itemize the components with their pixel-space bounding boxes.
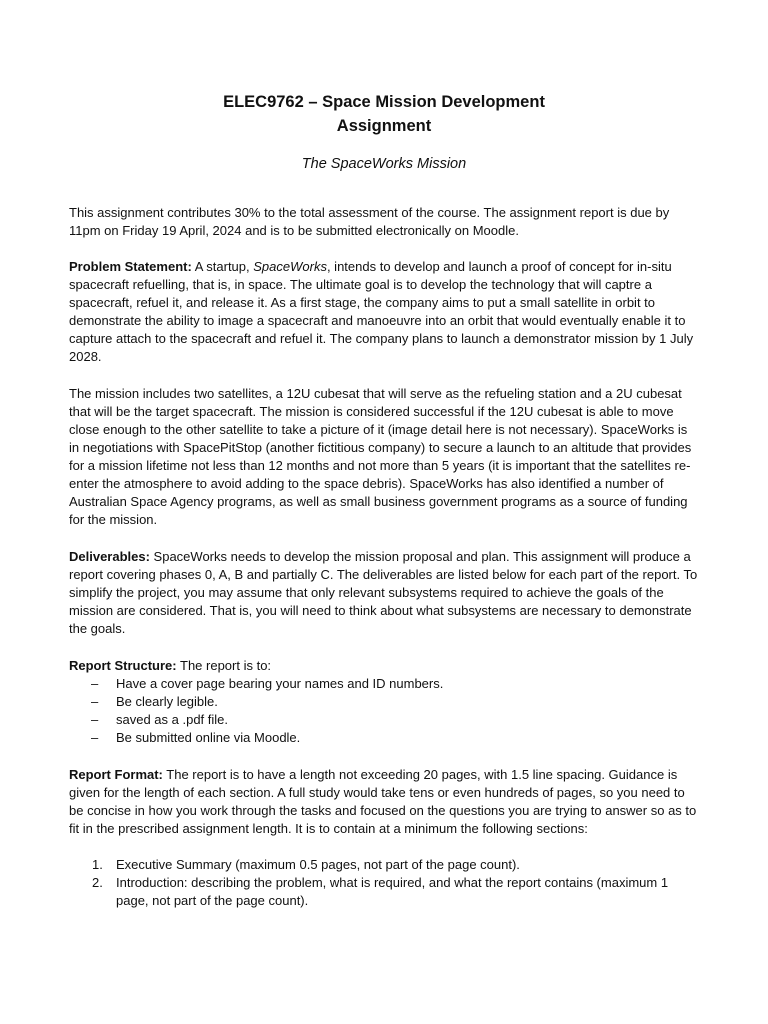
report-format-label: Report Format: bbox=[69, 767, 163, 782]
dash-bullet: – bbox=[91, 712, 99, 727]
list-item-text: Have a cover page bearing your names and ID numbers. bbox=[116, 676, 444, 691]
deliverables-text: SpaceWorks needs to develop the mission proposal and plan. This assignment will produce a report covering phases 0, A, B and partially C. The deliverables are listed below for each part of the report. To simplify the project, you may assume that only relevant subsystems required to achieve the goals of the mission are considered. That is, you will need to think about what subsystems are necessary to demonstrate the goals. bbox=[69, 549, 698, 636]
problem-statement-paragraph bbox=[69, 258, 699, 366]
title-line-2: Assignment bbox=[336, 117, 432, 135]
list-item-text: Be submitted online via Moodle. bbox=[116, 730, 301, 745]
mission-paragraph: The mission includes two satellites, a 12U cubesat that will serve as the refueling station and a 2U cubesat that will be the target spacecraft. The mission is considered successful if the 12U cubesat is able to move close enough to the other satellite to take a picture of it (image detail here is not necessary). SpaceWorks is in negotiations with SpacePitStop (another fictitious company) to secure a launch to an altitude that provides for a mission lifetime not less than 12 months and not more than 5 years (it is important that the satellites re-enter the atmosphere to avoid adding to the space debris). SpaceWorks has also identified a number of Australian Space Agency programs, as well as small business government programs as a source of funding for the mission. bbox=[69, 386, 692, 527]
dash-bullet: – bbox=[91, 694, 99, 709]
list-item bbox=[69, 675, 699, 693]
list-item bbox=[69, 711, 699, 729]
report-structure-paragraph bbox=[69, 657, 699, 675]
deliverables-paragraph bbox=[69, 548, 699, 638]
list-item-text: Be clearly legible. bbox=[116, 694, 218, 709]
dash-bullet: – bbox=[91, 730, 99, 745]
report-format-text: The report is to have a length not exceeding 20 pages, with 1.5 line spacing. Guidance is given for the length of each section. A full study would take tens or even hundreds of pages, so you need to be concise in how you work through the tasks and focused on the questions you are trying to answer so as to fit in the prescribed assignment length. It is to contain at a minimum the following sections: bbox=[69, 767, 697, 836]
report-structure-text: The report is to: bbox=[176, 658, 272, 673]
report-format-paragraph bbox=[69, 766, 699, 838]
document-page bbox=[69, 84, 699, 910]
list-number: 1. bbox=[92, 857, 103, 872]
list-item-text: Introduction: describing the problem, what is required, and what the report contains (maximum 1 page, not part of the page count). bbox=[116, 875, 669, 908]
list-item bbox=[69, 693, 699, 711]
list-item bbox=[69, 856, 699, 874]
document-subtitle: The SpaceWorks Mission bbox=[301, 156, 467, 172]
list-item bbox=[69, 874, 699, 910]
list-number: 2. bbox=[92, 875, 103, 890]
problem-statement-label: Problem Statement: bbox=[69, 259, 192, 274]
report-structure-label: Report Structure: bbox=[69, 658, 177, 673]
problem-statement-text-end: , intends to develop and launch a proof of concept for in-situ spacecraft refuelling, that is, in space. The ultimate goal is to develop the technology that will captre a spacecraft, refuel it, and release it. As a first stage, the company aims to put a small satellite in orbit to demonstrate the ability to image a spacecraft and manoeuvre into an orbit that would eventually enable it to capture attach to the spacecraft and refuel it. The company plans to launch a demonstrator mission by 1 July 2028. bbox=[69, 259, 694, 364]
list-item-text: saved as a .pdf file. bbox=[116, 712, 229, 727]
sections-list bbox=[69, 856, 699, 910]
document-title bbox=[69, 90, 699, 138]
title-line-1: ELEC9762 – Space Mission Development bbox=[223, 93, 545, 111]
intro-paragraph: This assignment contributes 30% to the total assessment of the course. The assignment report is due by 11pm on Friday 19 April, 2024 and is to be submitted electronically on Moodle. bbox=[69, 205, 670, 238]
deliverables-label: Deliverables: bbox=[69, 549, 150, 564]
company-name: SpaceWorks bbox=[253, 259, 327, 274]
problem-statement-text-start: A startup, bbox=[191, 259, 254, 274]
list-item-text: Executive Summary (maximum 0.5 pages, not part of the page count). bbox=[116, 857, 520, 872]
dash-bullet: – bbox=[91, 676, 99, 691]
list-item bbox=[69, 729, 699, 747]
report-structure-list bbox=[69, 675, 699, 747]
